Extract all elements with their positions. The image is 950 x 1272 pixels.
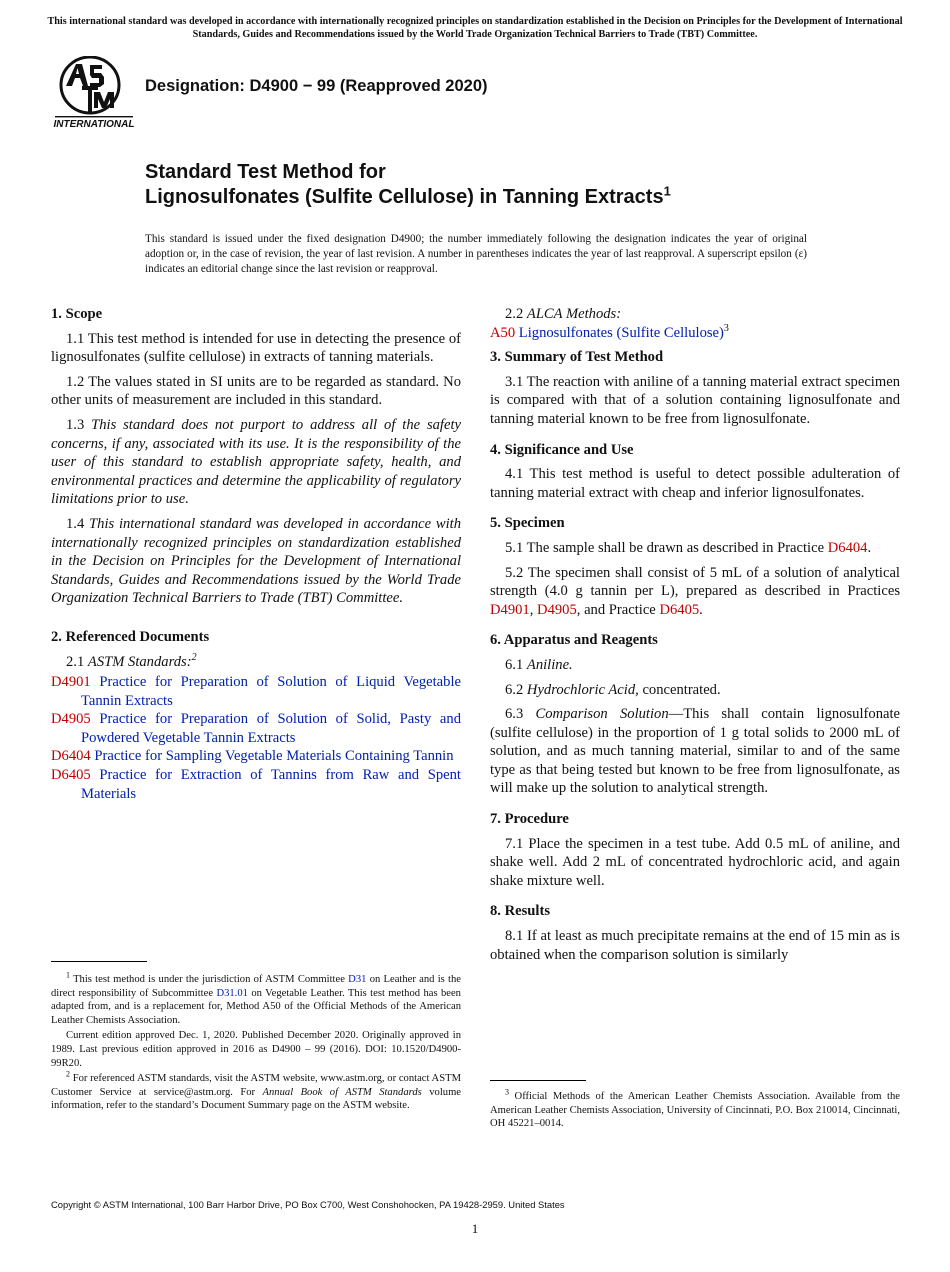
reference-d4905[interactable]: [51, 710, 461, 747]
para-1-1: 1.1 This test method is intended for use in detecting the presence of lignosulfonates (sulfite cellulose) in extracts of tanning materials.: [51, 330, 461, 366]
section-7-heading: 7. Procedure: [490, 811, 569, 828]
reference-code[interactable]: D4901: [51, 674, 91, 691]
para-6-2-number: 6.2: [505, 681, 524, 698]
ref-d6405[interactable]: D6405: [659, 601, 700, 618]
reference-d4901[interactable]: [51, 673, 461, 710]
section-8-heading: 8. Results: [490, 903, 550, 920]
para-8-1: 8.1 If at least as much precipitate remains at the end of 15 min as is obtained when the comparison solution is similarly: [490, 928, 900, 963]
copyright-line: Copyright © ASTM International, 100 Barr Harbor Drive, PO Box C700, West Conshohocken, PA 19428-2959. United States: [51, 1199, 565, 1210]
section-4-heading: 4. Significance and Use: [490, 441, 634, 458]
footnote-1-mark: 1: [66, 970, 70, 980]
section-1-heading: 1. Scope: [51, 306, 103, 322]
title-footnote-mark: 1: [663, 183, 671, 199]
reference-title[interactable]: Practice for Extraction of Tannins from Raw and Spent Materials: [81, 767, 461, 802]
footnote-3-text: Official Methods of the American Leather Chemists Association. Available from the American Leather Chemists Association, University of Cincinnati, P.O. Box 210014, Cincinnati, OH 45221–0014.: [490, 1091, 900, 1130]
para-4-1: 4.1 This test method is useful to detect possible adulteration of tanning material extract with cheap and inferior lignosulfonates.: [490, 466, 900, 501]
reference-title[interactable]: Practice for Sampling Vegetable Materials Containing Tannin: [94, 748, 454, 765]
link-d31[interactable]: D31: [348, 974, 367, 985]
footnote-2-italic: Annual Book of ASTM Standards: [262, 1086, 422, 1098]
ref-d4901[interactable]: D4901: [490, 601, 530, 618]
para-1-3-text: This standard does not purport to address all of the safety concerns, if any, associated with its use. It is the responsibility of the user of this standard to establish appropriate safety, health, and environmental practices and determine the applicability of regulatory limitations prior to use.: [51, 416, 461, 508]
para-6-2-text: concentrated.: [642, 681, 721, 698]
para-2-1-footnote-mark: 2: [191, 651, 197, 663]
footnote-1-current-edition: Current edition approved Dec. 1, 2020. Published December 2020. Originally approved in 1989. Last previous edition approved in 2016 as D4900 – 99 (2016). DOI: 10.1520/D4900-99R20.: [51, 1030, 461, 1069]
reference-code[interactable]: D6404: [51, 748, 91, 765]
footnote-3-mark: 3: [505, 1087, 509, 1097]
section-2-heading: 2. Referenced Documents: [51, 628, 210, 645]
para-6-2: [490, 681, 900, 700]
title-line-1: Standard Test Method for: [145, 161, 386, 183]
reference-code[interactable]: D6405: [51, 767, 91, 784]
document-title: [145, 160, 671, 210]
ref-d4905[interactable]: D4905: [537, 601, 577, 618]
para-5-2-mid: , and Practice: [576, 601, 656, 618]
footnote-3: [490, 1087, 900, 1131]
para-2-1-number: 2.1: [66, 653, 85, 670]
para-2-2-text: ALCA Methods:: [526, 306, 622, 322]
reference-a50[interactable]: [490, 324, 900, 343]
designation: Designation: D4900 − 99 (Reapproved 2020): [145, 77, 488, 95]
para-1-3-number: 1.3: [66, 416, 85, 433]
footnote-1-text-a: This test method is under the jurisdiction of ASTM Committee: [73, 974, 345, 985]
para-1-4-text: This international standard was developed in accordance with internationally recognized principles on standardization established in the Decision on Principles for the Development of International Standards, Guides and Recommendations issued by the World Trade Organization Technical Barriers to Trade (TBT) Committee.: [51, 515, 462, 607]
footnote-1-text-c: on Vegetable Leather. This test method has been adapted from, and is a replacement for, Method A50 of the Official Methods of the American Leather Chemists Association.: [51, 987, 461, 1026]
para-1-4-number: 1.4: [66, 515, 85, 532]
astm-logo-mark: [52, 56, 136, 132]
para-5-2-text: 5.2 The specimen shall consist of 5 mL of a solution of analytical strength (4.0 g tannin per L), prepared as described in Practices: [490, 564, 900, 600]
para-5-2: 5.2 The specimen shall consist of 5 mL of a solution of analytical strength (4.0 g tannin per L), prepared as described in Practices D4901, D4905, and Practice D6405.: [490, 564, 900, 618]
para-2-1: [51, 653, 461, 672]
para-6-1-text: Aniline.: [526, 656, 573, 673]
reference-d6405[interactable]: [51, 766, 461, 803]
astm-logo: [52, 56, 136, 132]
left-footnotes: [51, 970, 462, 1115]
ref-d6404[interactable]: D6404: [827, 539, 868, 556]
para-2-2-number: 2.2: [505, 306, 524, 322]
alca-code[interactable]: A50: [490, 324, 516, 341]
para-6-1: [490, 656, 900, 675]
footnote-2-text-a: For referenced ASTM standards, visit the ASTM website, www.astm.org, or contact ASTM Customer Service at service@astm.org. For: [51, 1073, 461, 1098]
para-5-1: 5.1 The sample shall be drawn as described in Practice D6404.: [505, 539, 872, 556]
footnote-rule-right: [490, 1080, 586, 1081]
alca-footnote-mark: 3: [723, 322, 729, 334]
para-5-1-text: 5.1 The sample shall be drawn as described in Practice: [505, 539, 825, 556]
footnote-1-text-b: on Leather and is the direct responsibility of Subcommittee: [51, 974, 461, 999]
para-6-1-number: 6.1: [505, 656, 524, 673]
title-line-2: [145, 185, 671, 210]
para-3-1: 3.1 The reaction with aniline of a tanning material extract specimen is compared with that of a solution containing lignosulfonate and tanning material known to be free from lignosulfonate.: [490, 373, 900, 427]
para-6-3-number: 6.3: [505, 706, 524, 723]
reference-d6404[interactable]: [51, 747, 461, 766]
section-6-heading: 6. Apparatus and Reagents: [490, 632, 658, 649]
reference-code[interactable]: D4905: [51, 711, 91, 728]
logo-international-text: INTERNATIONAL: [53, 119, 135, 130]
footnote-rule-left: [51, 961, 147, 962]
alca-title[interactable]: Lignosulfonates (Sulfite Cellulose): [518, 324, 724, 341]
para-1-2: 1.2 The values stated in SI units are to be regarded as standard. No other units of measurement are included in this standard.: [51, 373, 461, 409]
reference-title[interactable]: Practice for Preparation of Solution of Solid, Pasty and Powdered Vegetable Tannin Extracts: [81, 711, 461, 746]
footnote-2-text-b: volume information, refer to the standard’s Document Summary page on the ASTM website.: [51, 1086, 462, 1112]
link-d31-01[interactable]: D31.01: [216, 987, 248, 999]
development-notice: This international standard was developed in accordance with internationally recognized principles on standardization established in the Decision on Principles for the Development of International Standards, Guides and Recommendations issued by the World Trade Organization Technical Barriers to Trade (TBT) Committee.: [47, 16, 903, 40]
para-6-2-italic: Hydrochloric Acid,: [526, 681, 639, 698]
reference-title[interactable]: Practice for Preparation of Solution of Liquid Vegetable Tannin Extracts: [81, 674, 461, 709]
footnote-2: [51, 1069, 462, 1113]
page-number: 1: [471, 1221, 479, 1236]
title-line-2-text: Lignosulfonates (Sulfite Cellulose) in Tanning Extracts: [145, 186, 664, 208]
left-column: [51, 305, 461, 803]
para-2-2: [490, 305, 900, 324]
right-footnotes: [490, 1087, 900, 1133]
para-1-4: [51, 515, 461, 608]
footnote-2-mark: 2: [66, 1069, 70, 1079]
para-6-3-italic: Comparison Solution: [535, 706, 669, 723]
para-7-1: 7.1 Place the specimen in a test tube. Add 0.5 mL of aniline, and shake well. Add 2 mL of concentrated hydrochloric acid, and again shake mixture well.: [490, 835, 900, 889]
section-5-heading: 5. Specimen: [490, 515, 565, 532]
section-3-heading: 3. Summary of Test Method: [490, 349, 664, 366]
issued-note: This standard is issued under the fixed designation D4900; the number immediately following the designation indicates the year of original adoption or, in the case of revision, the year of last revision. A number in parentheses indicates the year of last reapproval. A superscript epsilon (ε) indicates an editorial change since the last revision or reapproval.: [145, 233, 807, 275]
right-column: [490, 305, 900, 970]
para-6-3: [490, 705, 900, 798]
para-6-3-text: —This shall contain lignosulfonate (sulfite cellulose) in the proportion of 1 g total solids to 2000 mL of solution, and as much tanning material, similar to and of the same type as that being tested but known to be free from lignosulfonate, as will make up the solution to analytical strength.: [490, 706, 900, 797]
para-1-3: [51, 416, 461, 509]
footnote-1: [51, 970, 461, 1027]
para-2-1-text: ASTM Standards:: [87, 653, 192, 670]
